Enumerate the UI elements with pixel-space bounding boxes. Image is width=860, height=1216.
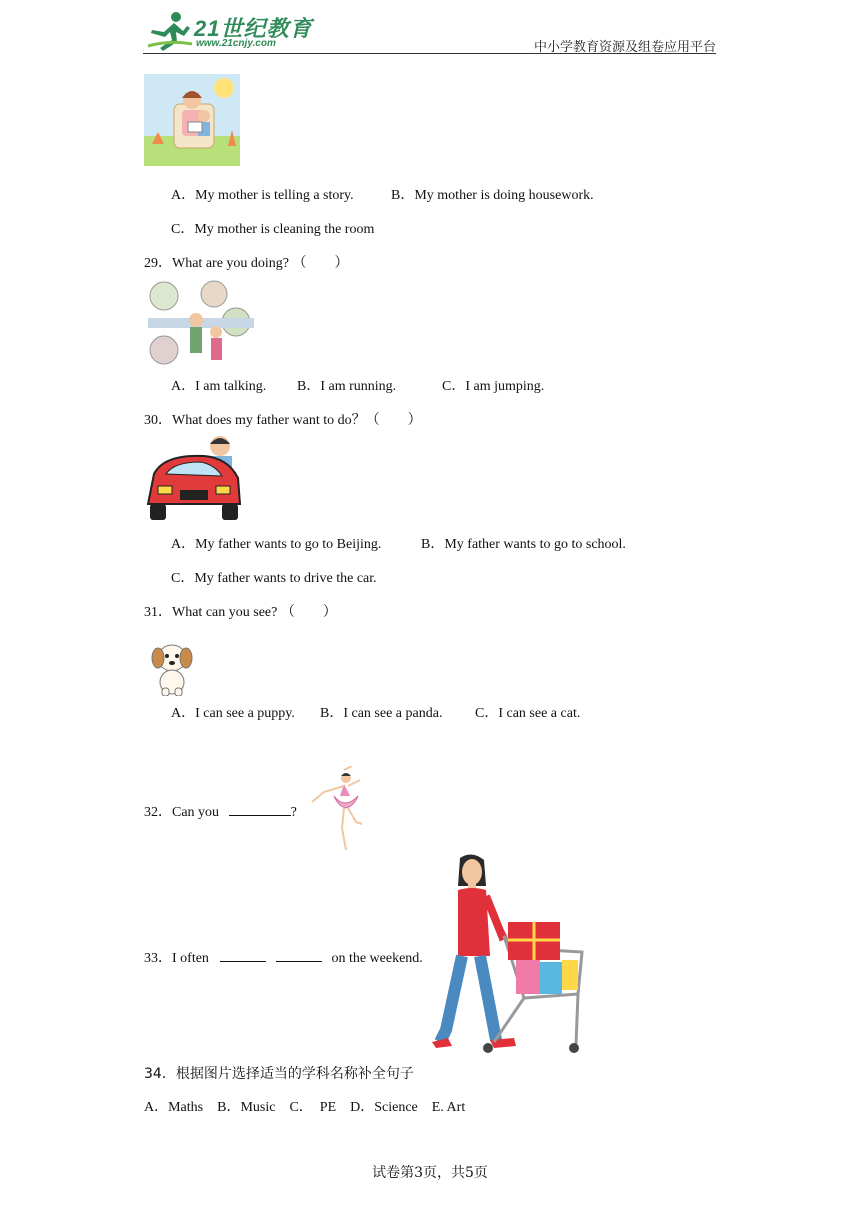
q34-stem: 34．根据图片选择适当的学科名称补全句子 — [144, 1066, 414, 1082]
q31-option-c: C．I can see a cat. — [475, 706, 581, 721]
q32-answer-blank[interactable] — [229, 801, 291, 816]
page-footer: 试卷第3页，共5页 — [372, 1165, 488, 1181]
q31-stem: 31．What can you see? （ ） — [144, 605, 337, 620]
mother-story-picture — [144, 74, 240, 166]
q33-answer-blank-1[interactable] — [220, 947, 266, 962]
q30-option-a: A．My father wants to go to Beijing. — [171, 537, 382, 552]
q31-option-a: A．I can see a puppy. — [171, 706, 295, 721]
logo — [146, 10, 316, 52]
platform-name: 中小学教育资源及组卷应用平台 — [533, 40, 716, 55]
q30-option-c: C．My father wants to drive the car. — [171, 571, 377, 586]
talking-picture — [144, 280, 258, 368]
shopping-woman-picture — [432, 852, 588, 1058]
running-man-logo-icon — [146, 10, 194, 52]
q29-stem: 29．What are you doing? （ ） — [144, 256, 349, 271]
q32-stem — [144, 801, 297, 822]
q30-option-b: B．My father wants to go to school. — [421, 537, 626, 552]
q30-stem: 30．What does my father want to do？（ ） — [144, 413, 422, 428]
q31-option-b: B．I can see a panda. — [320, 706, 443, 721]
father-driving-picture — [144, 434, 244, 526]
q32-stem-before: 32．Can you — [144, 805, 220, 820]
header-divider — [143, 53, 716, 54]
q33-stem-after: on the weekend. — [331, 951, 423, 966]
logo-url: www.21cnjy.com — [196, 38, 276, 49]
q28-option-b: B．My mother is doing housework. — [391, 188, 594, 203]
q33-stem — [144, 947, 423, 968]
puppy-picture — [150, 640, 194, 696]
q33-answer-blank-2[interactable] — [276, 947, 322, 962]
ballet-dancer-picture — [310, 766, 370, 852]
logo-title: 21世纪教育 — [194, 16, 313, 41]
q32-stem-after: ? — [290, 805, 297, 820]
q29-option-a: A．I am talking. — [171, 379, 267, 394]
q28-option-a: A．My mother is telling a story. — [171, 188, 354, 203]
q33-stem-before: 33．I often — [144, 951, 209, 966]
q29-option-b: B．I am running. — [297, 379, 397, 394]
q34-options: A．Maths B．Music C． PE D．Science E. Art — [144, 1100, 466, 1115]
q28-option-c: C．My mother is cleaning the room — [171, 222, 375, 237]
q29-option-c: C．I am jumping. — [442, 379, 545, 394]
